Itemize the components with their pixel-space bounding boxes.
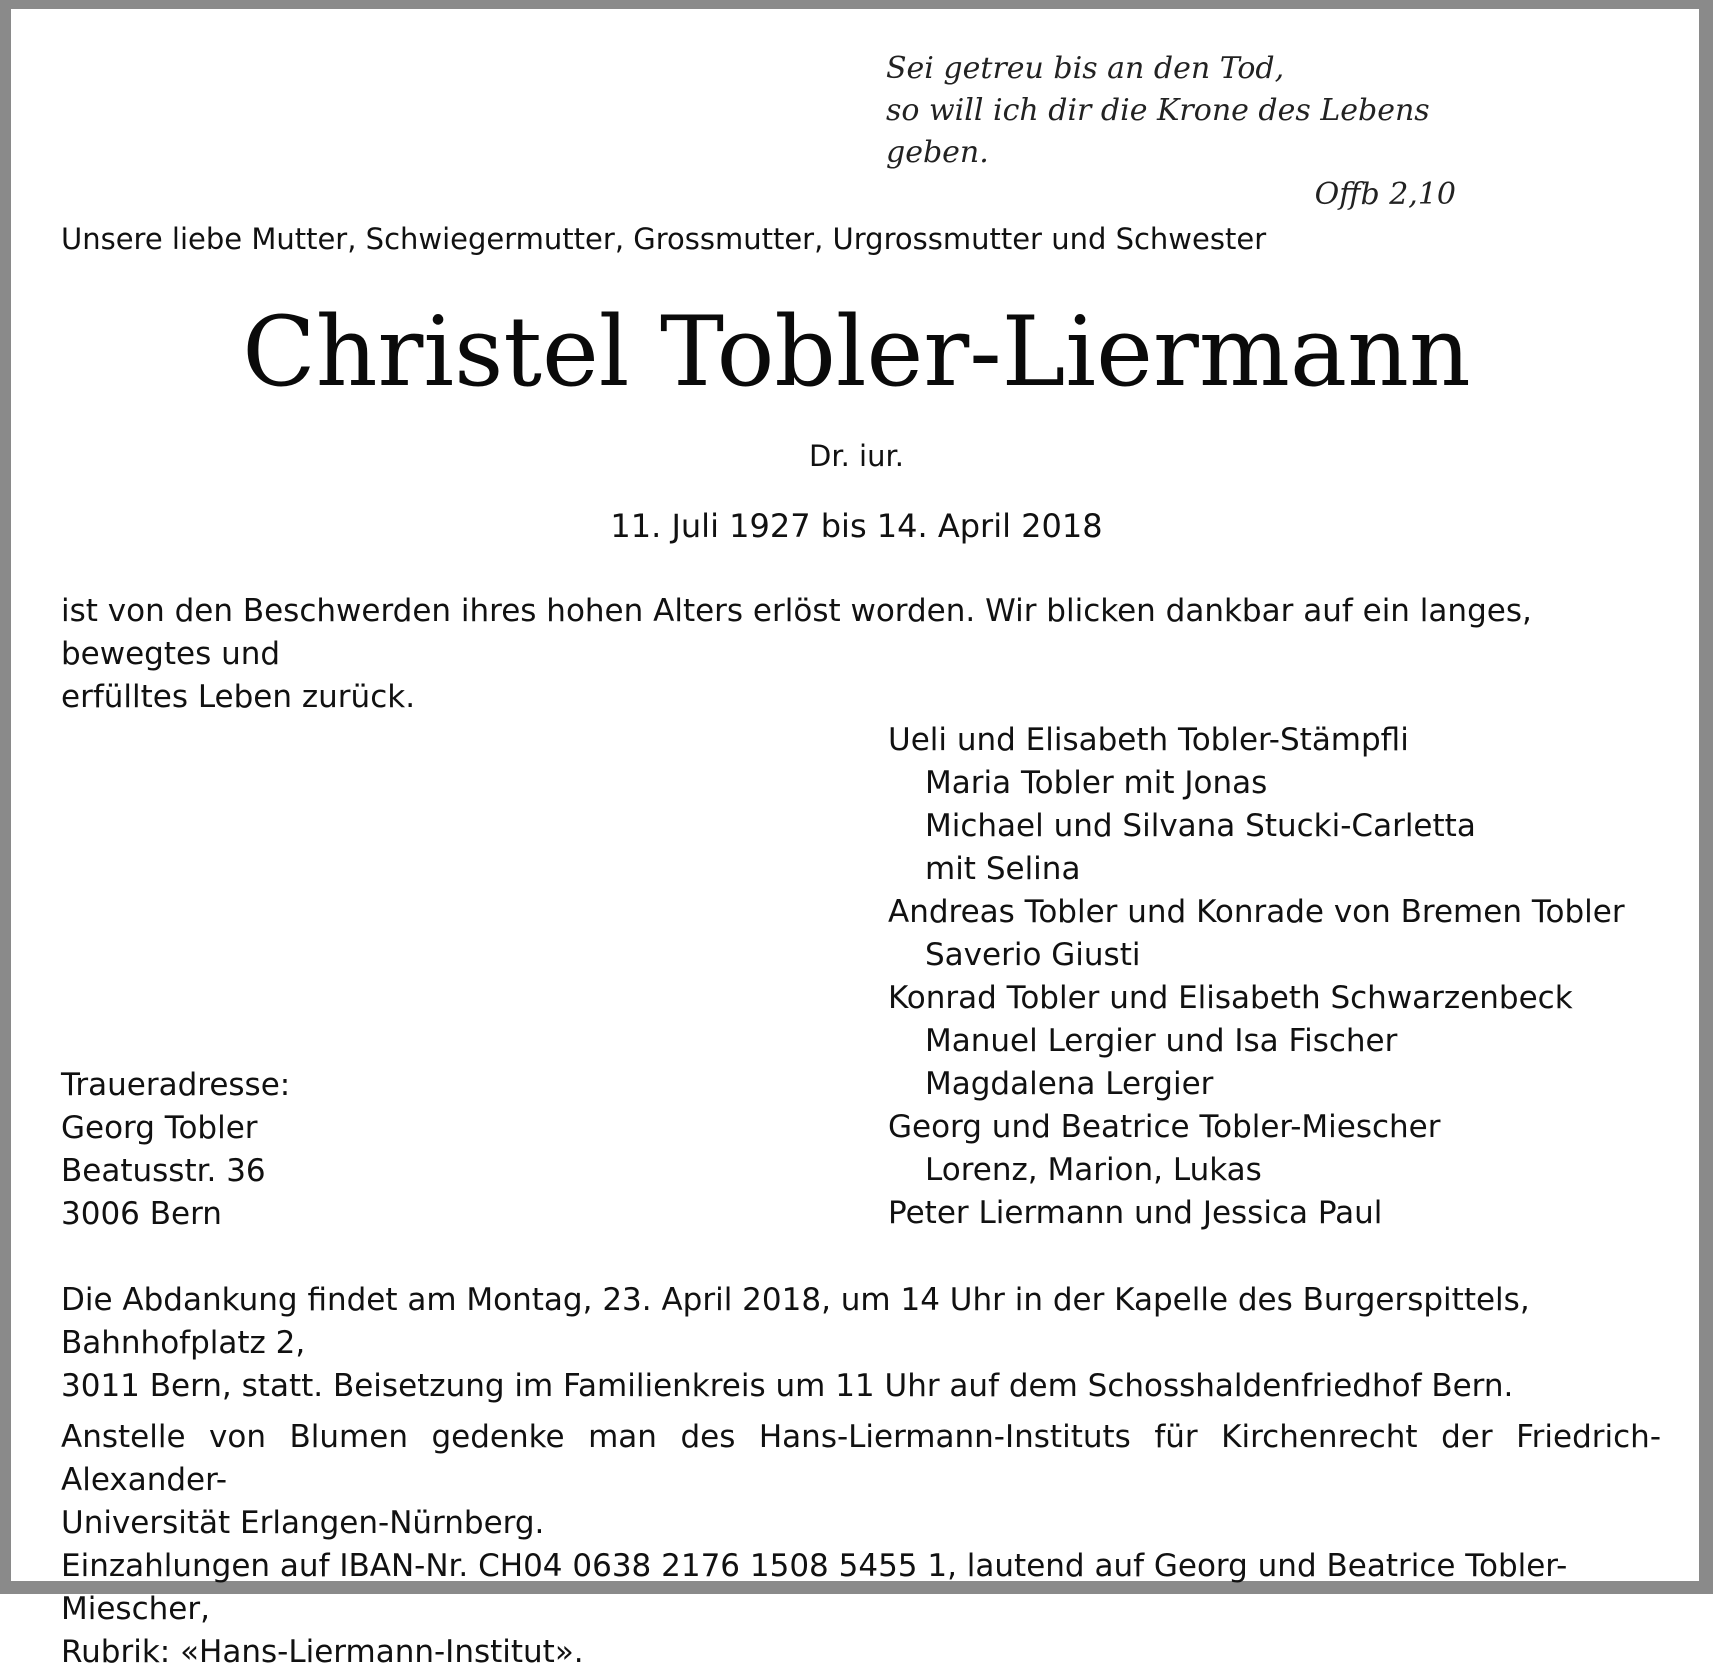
- mourner-entry: Saverio Giusti: [925, 937, 1141, 973]
- donation-line-1: Anstelle von Blumen gedenke man des Hans-Liermann-Instituts für Kirchenrecht der Friedrich-Alexander-: [61, 1419, 1661, 1498]
- mourner-entry: Andreas Tobler und Konrade von Bremen Tobler: [888, 894, 1625, 930]
- mourner-entry: Manuel Lergier und Isa Fischer: [925, 1023, 1398, 1059]
- bible-verse: [886, 48, 1456, 216]
- ceremony-info: [61, 1279, 1661, 1674]
- message-paragraph: [61, 590, 1661, 719]
- mourning-address: [61, 1064, 290, 1236]
- mourner-entry: Lorenz, Marion, Lukas: [925, 1152, 1262, 1188]
- verse-line-2: so will ich dir die Krone des Lebens geben.: [886, 93, 1430, 170]
- message-line-1: ist von den Beschwerden ihres hohen Alters erlöst worden. Wir blicken dankbar auf ein langes, bewegtes und: [61, 593, 1532, 672]
- academic-title: Dr. iur.: [809, 439, 904, 473]
- mourner-entry: Magdalena Lergier: [925, 1066, 1214, 1102]
- deceased-name: Christel Tobler-Liermann: [242, 296, 1471, 408]
- verse-line-1: Sei getreu bis an den Tod,: [886, 51, 1285, 86]
- donation-line-2: Universität Erlangen-Nürnberg.: [61, 1505, 545, 1541]
- mourner-entry: Konrad Tobler und Elisabeth Schwarzenbeck: [888, 980, 1573, 1016]
- mourner-entry: Georg und Beatrice Tobler-Miescher: [888, 1109, 1441, 1145]
- address-name: Georg Tobler: [61, 1110, 258, 1146]
- mourners-list: [888, 719, 1625, 1235]
- address-street: Beatusstr. 36: [61, 1153, 266, 1189]
- donation-line-3: Einzahlungen auf IBAN-Nr. CH04 0638 2176 1508 5455 1, lautend auf Georg und Beatrice Tobler-Miescher,: [61, 1548, 1568, 1627]
- address-label: Traueradresse:: [61, 1067, 291, 1103]
- mourner-entry: Ueli und Elisabeth Tobler-Stämpfli: [888, 722, 1409, 758]
- mourner-entry: mit Selina: [925, 851, 1081, 887]
- intro-text: Unsere liebe Mutter, Schwiegermutter, Grossmutter, Urgrossmutter und Schwester: [61, 222, 1267, 256]
- mourner-entry: Michael und Silvana Stucki-Carletta: [925, 808, 1476, 844]
- message-line-2: erfülltes Leben zurück.: [61, 679, 416, 715]
- ceremony-line-2: 3011 Bern, statt. Beisetzung im Familienkreis um 11 Uhr auf dem Schosshaldenfriedhof Bern.: [61, 1368, 1514, 1404]
- mourner-entry: Maria Tobler mit Jonas: [925, 765, 1268, 801]
- verse-reference: Offb 2,10: [1314, 177, 1456, 212]
- mourner-entry: Peter Liermann und Jessica Paul: [888, 1195, 1383, 1231]
- life-dates: 11. Juli 1927 bis 14. April 2018: [610, 507, 1103, 545]
- ceremony-line-1: Die Abdankung findet am Montag, 23. April 2018, um 14 Uhr in der Kapelle des Burgerspittels, Bahnhofplatz 2,: [61, 1282, 1530, 1361]
- address-city: 3006 Bern: [61, 1196, 222, 1232]
- donation-line-4: Rubrik: «Hans-Liermann-Institut».: [61, 1634, 584, 1670]
